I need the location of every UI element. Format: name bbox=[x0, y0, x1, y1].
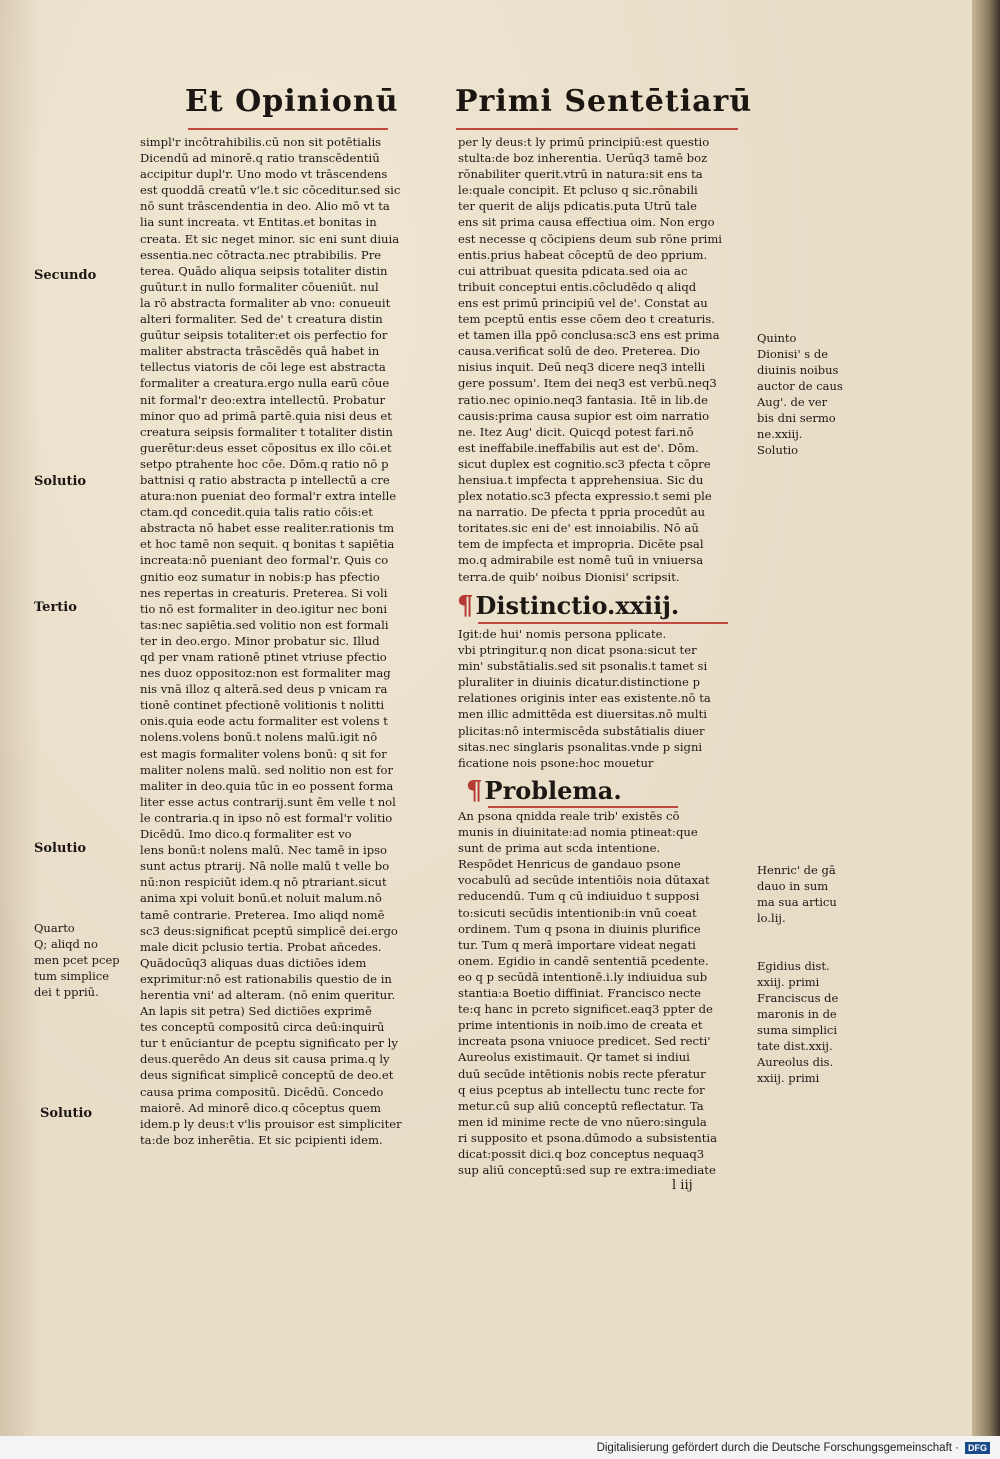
text-line: q eius pceptus ab intellectu tunc recte for bbox=[458, 1082, 705, 1097]
text-line: maiorē. Ad minorē dico.q cōceptus quem bbox=[140, 1100, 382, 1115]
text-line: ta:de boz inherētia. Et sic pcipienti idem. bbox=[140, 1132, 383, 1147]
margin-note-line: Quinto bbox=[757, 331, 797, 345]
text-line: battnisi q ratio abstracta p intellectū a cre bbox=[140, 472, 390, 487]
text-line: tur. Tum q merā importare videat negati bbox=[458, 937, 696, 952]
text-line: Quādocūq3 aliquas duas dictiōes idem bbox=[140, 955, 367, 970]
text-line: Dicēdū. Imo dico.q formaliter est vo bbox=[140, 827, 352, 842]
left-text-column bbox=[140, 134, 402, 1148]
text-line: ordinem. Tum q psona in diuinis plurifice bbox=[458, 921, 701, 936]
text-line: terra.de quib' noibus Dionisi' scripsit. bbox=[458, 569, 680, 584]
text-line: maliter nolens malū. sed nolitio non est for bbox=[140, 762, 394, 777]
text-line: herentia vni' ad alteram. (nō enim queritur. bbox=[140, 987, 396, 1002]
text-line: male dicit pclusio tertia. Probat añcedes. bbox=[140, 939, 382, 954]
text-line: men illic admittēda est diuersitas.nō multi bbox=[458, 707, 707, 722]
text-line: sitas.nec singlaris psonalitas.vnde p signi bbox=[458, 739, 703, 754]
margin-note-line: auctor de caus bbox=[757, 379, 843, 393]
margin-note-line: lo.lij. bbox=[757, 911, 786, 925]
margin-note-line: xxiij. primi bbox=[757, 1071, 820, 1085]
margin-note-line: Solutio bbox=[757, 443, 799, 457]
margin-note-line: bis dni sermo bbox=[757, 411, 836, 425]
text-line: ens est primū principiū vel de'. Constat au bbox=[458, 295, 708, 310]
header-right-text: Primi Sentētiarū bbox=[455, 84, 753, 119]
text-line: tem pceptū entis esse cōem deo t creaturis. bbox=[458, 312, 715, 327]
text-line: Igit:de hui' nomis persona pplicate. bbox=[458, 627, 667, 641]
text-line: abstracta nō habet esse realiter.rationis tm bbox=[140, 521, 395, 536]
text-line: increata:nō pueniant deo formal'r. Quis co bbox=[140, 553, 389, 568]
text-line: rōnabiliter querit.vtrū in natura:sit ens ta bbox=[458, 167, 703, 182]
text-line: alteri formaliter. Sed de' t creatura distin bbox=[140, 312, 383, 327]
margin-note-line: ma sua articu bbox=[757, 895, 837, 909]
text-line: vbi ptringitur.q non dicat psona:sicut ter bbox=[458, 643, 697, 658]
text-line: tionē continet pfectionē volitionis t nolitti bbox=[140, 698, 385, 713]
text-line: Dicendū ad minorē.q ratio transcēdentiū bbox=[140, 151, 380, 166]
text-line: tribuit conceptui entis.cōcludēdo q aliqd bbox=[458, 279, 697, 294]
header-left-underline bbox=[188, 128, 388, 130]
text-line: est necesse q cōcipiens deum sub rōne primi bbox=[458, 231, 723, 246]
text-line: minor quo ad primā partē.quia nisi deus et bbox=[140, 408, 392, 423]
margin-note-line: diuinis noibus bbox=[757, 363, 839, 377]
text-line: creatura seipsis formaliter t totaliter distin bbox=[140, 424, 393, 439]
problema-heading-text: Problema. bbox=[484, 776, 622, 805]
problema-heading bbox=[466, 776, 622, 806]
text-line: tem de impfecta et impropria. Dicēte psal bbox=[458, 537, 704, 552]
text-line: nō sunt trāscendentia in deo. Alio mō vt ta bbox=[140, 199, 390, 214]
text-line: liter esse actus contrarij.sunt ēm velle t nol bbox=[140, 794, 396, 809]
text-line: tur t enūciantur de pceptu significato per ly bbox=[140, 1036, 398, 1051]
text-line: le:quale concipit. Et pcluso q sic.rōnabili bbox=[458, 183, 698, 198]
text-line: anima xpi voluit bonū.et noluit malum.nō bbox=[140, 891, 382, 906]
text-line: qd per vnam rationē ptinet vtriuse pfectio bbox=[140, 650, 387, 664]
text-line: nū:non respiciūt idem.q nō ptrariant.sicut bbox=[140, 875, 387, 890]
text-line: causa.verificat solū de deo. Preterea. Dio bbox=[458, 344, 701, 359]
text-line: men id minime recte de vno nūero:singula bbox=[458, 1114, 707, 1129]
text-line: ter querit de alijs pdicatis.puta Utrū tale bbox=[458, 199, 697, 214]
text-line: deus.querēdo An deus sit causa prima.q ly bbox=[140, 1052, 390, 1067]
text-line: tas:nec sapiētia.sed volitio non est formali bbox=[140, 617, 389, 632]
text-line: est magis formaliter volens bonū: q sit for bbox=[140, 746, 387, 761]
text-line: ter in deo.ergo. Minor probatur sic. Illud bbox=[140, 633, 380, 648]
text-line: terea. Quādo aliqua seipsis totaliter distin bbox=[140, 263, 388, 278]
text-line: accipitur dupl'r. Uno modo vt trāscendens bbox=[140, 167, 388, 182]
margin-secundo: Secundo bbox=[34, 268, 97, 283]
margin-henricus-note bbox=[757, 862, 837, 926]
margin-note-line: Aug'. de ver bbox=[757, 395, 828, 409]
foliation-mark: l iij bbox=[672, 1178, 693, 1193]
margin-solutio-2: Solutio bbox=[34, 841, 87, 856]
margin-note-line: xxiij. primi bbox=[757, 975, 820, 989]
margin-note-line: men pcet pcep bbox=[34, 953, 120, 967]
distinctio-heading bbox=[457, 591, 679, 621]
text-line: te:q hanc in pcreto significet.eaq3 ppter de bbox=[458, 1002, 713, 1017]
right-text-column-mid bbox=[458, 626, 711, 771]
margin-note-line: tate dist.xxij. bbox=[757, 1039, 833, 1053]
text-line: maliter in deo.quia tūc in eo possent forma bbox=[140, 778, 394, 793]
text-line: toritates.sic eni de' est innoiabilis. Nō aū bbox=[458, 521, 699, 536]
margin-note-line: dei t ppriū. bbox=[34, 985, 99, 999]
text-line: ratio.nec opinio.neq3 fantasia. Itē in lib.de bbox=[458, 392, 708, 407]
pilcrow-mark: ¶ bbox=[457, 591, 474, 621]
margin-egidius-note bbox=[757, 958, 838, 1086]
pilcrow-mark: ¶ bbox=[466, 776, 483, 806]
text-line: An lapis sit petra) Sed dictiōes exprimē bbox=[140, 1004, 372, 1019]
text-line: est ineffabile.ineffabilis aut est de'. Dōm. bbox=[458, 440, 699, 455]
text-line: reducendū. Tum q cū indiuiduo t supposi bbox=[458, 889, 700, 904]
text-line: causa prima compositū. Dicēdū. Concedo bbox=[140, 1084, 384, 1099]
text-line: formaliter a creatura.ergo nulla earū cōue bbox=[140, 376, 390, 391]
text-line: onem. Egidio in candē sententiā pcedente. bbox=[458, 953, 709, 968]
text-line: eo q p secūdā intentionē.i.ly indiuidua sub bbox=[458, 969, 708, 984]
text-line: to:sicuti secūdis intentionib:in vnū coeat bbox=[458, 905, 697, 920]
margin-note-line: Henric' de gā bbox=[757, 863, 836, 877]
text-line: setpo ptrahente hoc cōe. Dōm.q ratio nō p bbox=[140, 456, 389, 471]
text-line: prime intentionis in noib.imo de creata et bbox=[458, 1018, 703, 1033]
text-line: stantia:a Boetio diffiniat. Francisco necte bbox=[458, 986, 701, 1001]
text-line: nes repertas in creaturis. Preterea. Si voli bbox=[140, 585, 388, 600]
header-left-text: Et Opinionū bbox=[185, 84, 399, 119]
text-line: stulta:de boz inherentia. Uerūq3 tamē boz bbox=[458, 151, 708, 166]
page-edge bbox=[972, 0, 1000, 1436]
text-line: ens sit prima causa effectiua oim. Non ergo bbox=[458, 215, 715, 230]
text-line: sup aliū conceptū:sed sup re extra:imediate bbox=[458, 1163, 716, 1178]
text-line: tellectus viatoris de cōi lege est abstracta bbox=[140, 360, 386, 375]
text-line: vocabulū ad secūde intentiōis noia dūtaxat bbox=[458, 873, 710, 888]
text-line: et hoc tamē non sequit. q bonitas t sapiētia bbox=[140, 537, 395, 552]
text-line: le contraria.q in ipso nō est formal'r volitio bbox=[140, 810, 393, 825]
margin-note-line: ne.xxiij. bbox=[757, 427, 803, 441]
text-line: tamē contrarie. Preterea. Imo aliqd nomē bbox=[140, 907, 385, 922]
margin-tertio: Tertio bbox=[34, 600, 77, 615]
margin-quinto-note bbox=[757, 330, 843, 458]
text-line: guūtur seipsis totaliter:et ois perfectio for bbox=[140, 328, 388, 343]
text-line: plicitas:nō intermiscēda substātialis diuer bbox=[458, 723, 705, 738]
margin-note-line: maronis in de bbox=[757, 1007, 837, 1021]
right-text-column-bottom bbox=[458, 808, 717, 1178]
text-line: idem.p ly deus:t v'lis prouisor est simpliciter bbox=[140, 1116, 402, 1131]
margin-note-line: dauo in sum bbox=[757, 879, 829, 893]
text-line: ctam.qd concedit.quia talis ratio cōis:et bbox=[140, 505, 373, 520]
distinctio-heading-text: Distinctio.xxiij. bbox=[475, 591, 680, 620]
text-line: gnitio eoz sumatur in nobis:p has pfectio bbox=[140, 569, 380, 584]
distinctio-rule bbox=[478, 622, 728, 624]
text-line: mo.q admirabile est nomē tuū in vniuersa bbox=[458, 553, 704, 568]
text-line: guūtur.t in nullo formaliter cōueniūt. nul bbox=[140, 279, 379, 294]
text-line: hensiua.t impfecta t apprehensiua. Sic du bbox=[458, 472, 704, 487]
text-line: plex notatio.sc3 pfecta expressio.t semi ple bbox=[458, 489, 712, 504]
header-right-title bbox=[455, 84, 752, 119]
text-line: exprimitur:nō est rationabilis questio de in bbox=[140, 971, 392, 986]
margin-note-line: tum simplice bbox=[34, 969, 110, 983]
text-line: Aureolus existimauit. Qr tamet si indiui bbox=[458, 1050, 690, 1065]
margin-note-line: suma simplici bbox=[757, 1023, 838, 1037]
text-line: tio nō est formaliter in deo.igitur nec boni bbox=[140, 601, 388, 616]
text-line: sicut duplex est cognitio.sc3 pfecta t cōpre bbox=[458, 456, 711, 471]
text-line: lens bonū:t nolens malū. Nec tamē in ipso bbox=[140, 843, 388, 858]
header-right-underline bbox=[456, 128, 738, 130]
margin-note-line: Aureolus dis. bbox=[757, 1055, 834, 1069]
text-line: simpl'r incōtrahibilis.cū non sit potētialis bbox=[140, 135, 382, 149]
text-line: ficatione nois psone:hoc mouetur bbox=[458, 755, 654, 770]
margin-solutio-3: Solutio bbox=[40, 1106, 93, 1121]
text-line: ne. Itez Aug' dicit. Quicqd potest fari.nō bbox=[458, 424, 694, 439]
text-line: onis.quia eode actu formaliter est volens t bbox=[140, 714, 388, 729]
footer-text: Digitalisierung gefördert durch die Deutsche Forschungsgemeinschaft · bbox=[596, 1441, 959, 1454]
text-line: nit formal'r deo:extra intellectū. Probatur bbox=[140, 392, 386, 407]
text-line: nis vnā illoz q alterā.sed deus p vnicam ra bbox=[140, 682, 388, 697]
text-line: essentia.nec cōtracta.nec ptrabibilis. Pre bbox=[140, 247, 382, 262]
text-line: munis in diuinitate:ad nomia ptineat:que bbox=[458, 825, 698, 840]
text-line: increata psona vniuoce predicet. Sed recti' bbox=[458, 1034, 711, 1049]
text-line: gere possum'. Item dei neq3 est verbū.neq3 bbox=[458, 376, 717, 391]
header-left-title bbox=[185, 84, 399, 119]
margin-note-line: Franciscus de bbox=[757, 991, 839, 1005]
text-line: causis:prima causa supior est oim narratio bbox=[458, 408, 710, 423]
text-line: relationes originis inter eas existente.nō ta bbox=[458, 691, 711, 706]
text-line: maliter abstracta trāscēdēs quā habet in bbox=[140, 344, 380, 359]
right-text-column-top bbox=[458, 134, 722, 585]
text-line: sunt actus ptrarij. Nā nolle malū t velle bo bbox=[140, 859, 390, 874]
text-line: Respōdet Henricus de gandauo psone bbox=[458, 857, 681, 872]
dfg-logo: DFG bbox=[965, 1442, 990, 1454]
text-line: lia sunt increata. vt Entitas.et bonitas in bbox=[140, 215, 377, 230]
text-line: sunt de prima aut scda intentione. bbox=[458, 841, 661, 856]
margin-note-line: Egidius dist. bbox=[757, 959, 830, 973]
text-line: nisius inquit. Deū neq3 dicere neq3 intelli bbox=[458, 360, 706, 375]
text-line: na narratio. De pfecta t ppria procedūt au bbox=[458, 505, 706, 520]
text-line: sc3 deus:significat pceptū simplicē dei.ergo bbox=[140, 923, 398, 938]
text-line: et tamen illa ppō conclusa:sc3 ens est prima bbox=[458, 328, 720, 343]
text-line: est quoddā creatū v'le.t sic cōceditur.sed sic bbox=[140, 183, 401, 198]
text-line: duū secūde intētionis nobis recte pferatur bbox=[458, 1066, 706, 1081]
text-line: deus significat simplicē conceptū de deo.et bbox=[140, 1068, 394, 1083]
text-line: entis.prius habeat cōceptū de deo pprium. bbox=[458, 247, 708, 262]
text-line: la rō abstracta formaliter ab vno: conueuit bbox=[140, 295, 391, 310]
text-line: An psona qnidda reale trib' existēs cō bbox=[458, 809, 680, 823]
margin-note-line: Quarto bbox=[34, 921, 75, 935]
footer-bar bbox=[0, 1436, 1000, 1459]
text-line: ri supposito et psona.dūmodo a subsistentia bbox=[458, 1130, 718, 1145]
text-line: metur.cū sup aliū conceptū reflectatur. Ta bbox=[458, 1098, 704, 1113]
text-line: nolens.volens bonū.t nolens malū.igit nō bbox=[140, 730, 378, 745]
text-line: per ly deus:t ly primū principiū:est questio bbox=[458, 135, 710, 149]
text-line: pluraliter in diuinis dicatur.distinctione p bbox=[458, 675, 700, 690]
margin-note-line: Dionisi' s de bbox=[757, 347, 829, 361]
margin-note-line: Q; aliqd no bbox=[34, 937, 98, 951]
text-line: guerētur:deus esset cōpositus ex illo cōi.et bbox=[140, 440, 392, 455]
margin-solutio-1: Solutio bbox=[34, 474, 87, 489]
margin-quarto-note bbox=[34, 920, 120, 1000]
text-line: creata. Et sic neget minor. sic eni sunt diuia bbox=[140, 231, 400, 246]
text-line: cui attribuat quesita pdicata.sed oia ac bbox=[458, 263, 688, 278]
text-line: dicat:possit dici.q boz conceptus nequaq3 bbox=[458, 1146, 705, 1161]
text-line: atura:non pueniat deo formal'r extra intelle bbox=[140, 489, 397, 504]
text-line: min' substātialis.sed sit psonalis.t tamet si bbox=[458, 659, 708, 674]
text-line: tes conceptū compositū circa deū:inquirū bbox=[140, 1020, 385, 1035]
text-line: nes duoz oppositoz:non est formaliter mag bbox=[140, 666, 391, 681]
